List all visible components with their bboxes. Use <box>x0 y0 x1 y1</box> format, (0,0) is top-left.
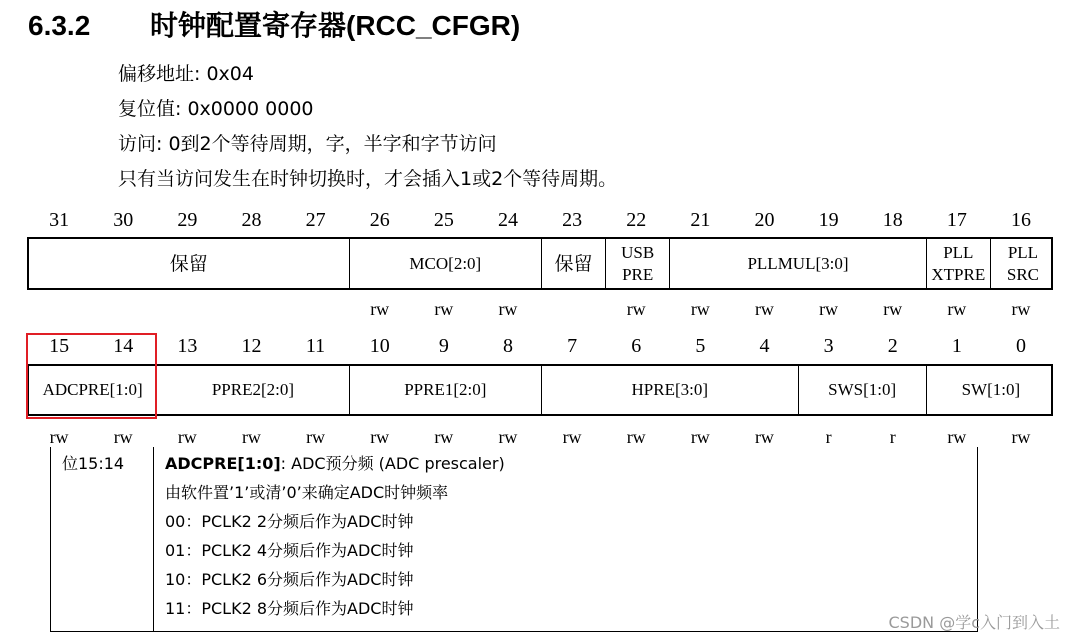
bit-number: 21 <box>690 209 711 231</box>
bit-number: 14 <box>113 335 134 357</box>
access-type: rw <box>690 299 710 319</box>
bit-number: 16 <box>1010 209 1031 231</box>
access-type: rw <box>562 427 582 447</box>
table-border-left <box>50 447 51 632</box>
bit-number: 3 <box>823 335 834 357</box>
section-title: 时钟配置寄存器(RCC_CFGR) <box>150 10 521 41</box>
adcpre-highlight-box <box>26 333 157 419</box>
access-type: rw <box>883 299 903 319</box>
access-type: rw <box>1011 427 1031 447</box>
access-type: rw <box>241 427 261 447</box>
register-field: PLL SRC <box>1006 242 1039 284</box>
bit-number: 13 <box>177 335 198 357</box>
access-type: rw <box>49 427 69 447</box>
description-line: 11：PCLK2 8分频后作为ADC时钟 <box>165 599 414 618</box>
bit-number: 0 <box>1015 335 1026 357</box>
wait-cycle-note: 只有当访问发生在时钟切换时，才会插入1或2个等待周期。 <box>118 168 618 190</box>
access-type: rw <box>947 427 967 447</box>
access-type: rw <box>819 299 839 319</box>
field-description-table <box>50 447 978 632</box>
access-type: rw <box>690 427 710 447</box>
bit-number: 20 <box>754 209 775 231</box>
access-type: rw <box>947 299 967 319</box>
access-type: rw <box>1011 299 1031 319</box>
bit-number: 11 <box>305 335 326 357</box>
access-type: rw <box>626 299 646 319</box>
access-type: rw <box>498 299 518 319</box>
bit-number: 18 <box>882 209 903 231</box>
bit-number: 4 <box>759 335 770 357</box>
bit-number: 2 <box>887 335 898 357</box>
bit-number: 30 <box>113 209 134 231</box>
register-field: 保留 <box>542 239 606 288</box>
bit-number: 9 <box>438 335 449 357</box>
field-heading <box>165 449 505 478</box>
bit-number: 8 <box>502 335 513 357</box>
access-type: rw <box>370 427 390 447</box>
access-type: rw <box>754 427 774 447</box>
access-type: rw <box>306 427 326 447</box>
register-field: HPRE[3:0] <box>542 366 799 414</box>
register-high-half <box>27 237 1053 290</box>
bit-number: 12 <box>241 335 262 357</box>
register-field: SW[1:0] <box>961 380 1021 399</box>
access-type: rw <box>498 427 518 447</box>
register-field: MCO[2:0] <box>350 239 542 288</box>
bit-number: 23 <box>562 209 583 231</box>
description-line: 由软件置’1’或清’0’来确定ADC时钟频率 <box>165 483 449 502</box>
access-type: r <box>825 427 832 447</box>
table-border-right <box>977 447 978 632</box>
bit-number: 25 <box>433 209 454 231</box>
reset-value: 复位值: 0x0000 0000 <box>118 98 314 120</box>
section-heading <box>28 6 520 46</box>
bit-number: 29 <box>177 209 198 231</box>
bit-number: 5 <box>695 335 706 357</box>
watermark: CSDN @学c入门到入土 <box>888 613 1060 632</box>
register-field: PPRE2[2:0] <box>157 366 349 414</box>
access-type: rw <box>177 427 197 447</box>
bit-number: 7 <box>567 335 578 357</box>
register-field: PPRE1[2:0] <box>350 366 542 414</box>
register-field: 保留 <box>29 239 350 288</box>
bit-number: 27 <box>305 209 326 231</box>
bit-number: 17 <box>946 209 967 231</box>
bit-position: 位15:14 <box>62 454 125 473</box>
access-type: rw <box>434 427 454 447</box>
table-border-bottom <box>50 631 978 632</box>
access-type: rw <box>370 299 390 319</box>
table-column-divider <box>153 447 154 632</box>
bit-number: 6 <box>631 335 642 357</box>
access-type: rw <box>113 427 133 447</box>
access-type: rw <box>754 299 774 319</box>
bit-number: 10 <box>369 335 390 357</box>
access-info: 访问: 0到2个等待周期，字，半字和字节访问 <box>118 133 497 155</box>
description-line: 00：PCLK2 2分频后作为ADC时钟 <box>165 512 414 531</box>
description-line: 01：PCLK2 4分频后作为ADC时钟 <box>165 541 414 560</box>
bit-number: 24 <box>497 209 518 231</box>
field-name: ADCPRE[1:0] <box>165 454 281 473</box>
bit-number: 28 <box>241 209 262 231</box>
bit-number: 31 <box>49 209 70 231</box>
register-field: USB PRE <box>606 239 670 288</box>
register-low-half <box>27 364 1053 416</box>
description-line: 10：PCLK2 6分频后作为ADC时钟 <box>165 570 414 589</box>
register-field: SWS[1:0] <box>799 366 927 414</box>
register-field: ADCPRE[1:0] <box>29 366 157 414</box>
bit-number: 26 <box>369 209 390 231</box>
access-type: rw <box>434 299 454 319</box>
section-number: 6.3.2 <box>28 10 91 41</box>
field-summary: : ADC预分频 (ADC prescaler) <box>280 454 505 473</box>
register-field: PLLMUL[3:0] <box>670 239 927 288</box>
bit-number: 19 <box>818 209 839 231</box>
bit-number: 22 <box>626 209 647 231</box>
register-field: PLL XTPRE <box>927 239 991 288</box>
bit-number: 1 <box>951 335 962 357</box>
offset-address: 偏移地址: 0x04 <box>118 63 254 85</box>
access-type: rw <box>626 427 646 447</box>
access-type: r <box>889 427 896 447</box>
bit-number: 15 <box>49 335 70 357</box>
